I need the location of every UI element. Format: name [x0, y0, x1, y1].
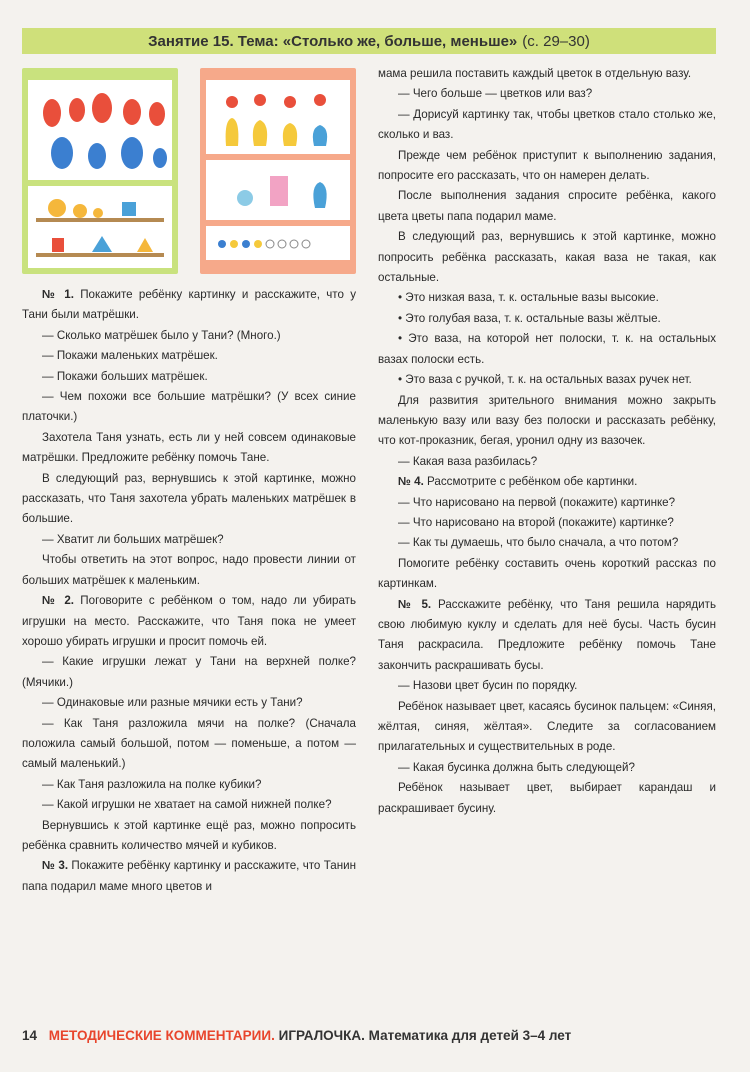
paragraph: — Покажи маленьких матрёшек. — [42, 349, 218, 363]
footer-subtitle: Математика для детей 3–4 лет — [368, 1028, 572, 1043]
paragraph: Захотела Таня узнать, есть ли у ней совсем одинаковые матрёшки. Предложите ребёнку помочь Тане. — [22, 430, 356, 465]
workbook-page-thumbnail-left — [22, 68, 178, 274]
paragraph: — Что нарисовано на первой (покажите) картинке? — [398, 495, 676, 509]
vases-illustration — [200, 68, 356, 274]
lesson-pages: (с. 29–30) — [522, 32, 590, 50]
page-footer — [22, 1028, 722, 1043]
paragraph: — Как Таня разложила мячи на полке? (Сначала положила самый большой, потом — поменьше, а потом — самый маленький.) — [22, 716, 356, 771]
paragraph: — Какая бусинка должна быть следующей? — [398, 760, 635, 774]
paragraph: Помогите ребёнку составить очень короткий рассказ по картинкам. — [378, 556, 716, 591]
paragraph: В следующий раз, вернувшись к этой картинке, можно рассказать, что Таня захотела убрать маленьких матрёшек в большие. — [22, 471, 356, 526]
paragraph: № 5. Расскажите ребёнку, что Таня решила нарядить свою любимую куклу и сделать для неё бусы. Часть бусин Таня раскрасила. Предложите ребёнку помочь Тане закончить раскрашивать бусы. — [378, 597, 716, 672]
matryoshka-illustration — [22, 68, 178, 274]
bullet-item: • Это низкая ваза, т. к. остальные вазы высокие. — [398, 291, 659, 305]
paragraph: — Хватит ли больших матрёшек? — [42, 532, 224, 546]
paragraph: Прежде чем ребёнок приступит к выполнению задания, попросите его рассказать, что он намерен делать. — [378, 148, 716, 183]
paragraph: Для развития зрительного внимания можно закрыть маленькую вазу или вазу без полоски и рассказать ребёнку, что кот-проказник, бегая, уронил одну из вазочек. — [378, 393, 716, 448]
paragraph: мама решила поставить каждый цветок в отдельную вазу. — [378, 67, 692, 80]
paragraph: — Сколько матрёшек было у Тани? (Много.) — [42, 328, 281, 342]
workbook-page-thumbnail-right — [200, 68, 356, 274]
bullet-item: • Это ваза, на которой нет полоски, т. к. на остальных вазах полоски есть. — [378, 332, 716, 366]
paragraph: Ребёнок называет цвет, выбирает карандаш и раскрашивает бусину. — [378, 781, 716, 815]
paragraph: — Дорисуй картинку так, чтобы цветков стало столько же, сколько и ваз. — [378, 107, 716, 142]
paragraph: № 4. Рассмотрите с ребёнком обе картинки. — [398, 475, 638, 489]
left-text-column — [22, 285, 356, 897]
paragraph: Чтобы ответить на этот вопрос, надо провести линии от больших матрёшек к маленьким. — [22, 553, 356, 587]
workbook-illustrations — [22, 68, 356, 274]
paragraph: — Назови цвет бусин по порядку. — [398, 679, 578, 693]
bullet-item: • Это голубая ваза, т. к. остальные вазы жёлтые. — [398, 311, 661, 325]
paragraph: № 3. Покажите ребёнку картинку и расскажите, что Танин папа подарил маме много цветов и — [22, 859, 356, 893]
lesson-header — [22, 28, 716, 54]
right-text-column — [378, 64, 716, 819]
paragraph: — Какая ваза разбилась? — [398, 454, 538, 468]
paragraph: — Чем похожи все большие матрёшки? (У всех синие платочки.) — [22, 390, 356, 424]
paragraph: — Какие игрушки лежат у Тани на верхней полке? (Мячики.) — [22, 655, 356, 689]
footer-section: МЕТОДИЧЕСКИЕ КОММЕНТАРИИ. — [48, 1028, 275, 1043]
paragraph: После выполнения задания спросите ребёнка, какого цвета цветы папа подарил маме. — [378, 189, 716, 223]
bullet-item: • Это ваза с ручкой, т. к. на остальных вазах ручек нет. — [398, 373, 692, 387]
paragraph: № 1. Покажите ребёнку картинку и расскажите, что у Тани были матрёшки. — [22, 288, 356, 322]
paragraph: — Как Таня разложила на полке кубики? — [42, 777, 262, 791]
footer-book: ИГРАЛОЧКА. — [278, 1028, 365, 1043]
page-number: 14 — [22, 1028, 38, 1043]
lesson-title: Занятие 15. Тема: «Столько же, больше, меньше» — [148, 32, 518, 50]
paragraph: — Что нарисовано на второй (покажите) картинке? — [398, 515, 674, 529]
paragraph: — Чего больше — цветков или ваз? — [398, 87, 593, 101]
paragraph: № 2. Поговорите с ребёнком о том, надо ли убирать игрушки на место. Расскажите, что Таня пока не умеет хорошо убирать игрушки и просит помочь ей. — [22, 594, 356, 648]
paragraph: — Одинаковые или разные мячики есть у Тани? — [42, 696, 303, 710]
paragraph: Ребёнок называет цвет, касаясь бусинок пальцем: «Синяя, жёлтая, синяя, жёлтая». Следите за согласованием прилагательных и существительных в роде. — [378, 699, 716, 754]
paragraph: — Как ты думаешь, что было сначала, а что потом? — [398, 536, 679, 550]
paragraph: Вернувшись к этой картинке ещё раз, можно попросить ребёнка сравнить количество мячей и кубиков. — [22, 818, 356, 852]
paragraph: — Покажи больших матрёшек. — [42, 369, 208, 383]
paragraph: — Какой игрушки не хватает на самой нижней полке? — [42, 798, 332, 812]
paragraph: В следующий раз, вернувшись к этой картинке, можно попросить ребёнка рассказать, какая ваза не такая, как остальные. — [378, 230, 716, 285]
